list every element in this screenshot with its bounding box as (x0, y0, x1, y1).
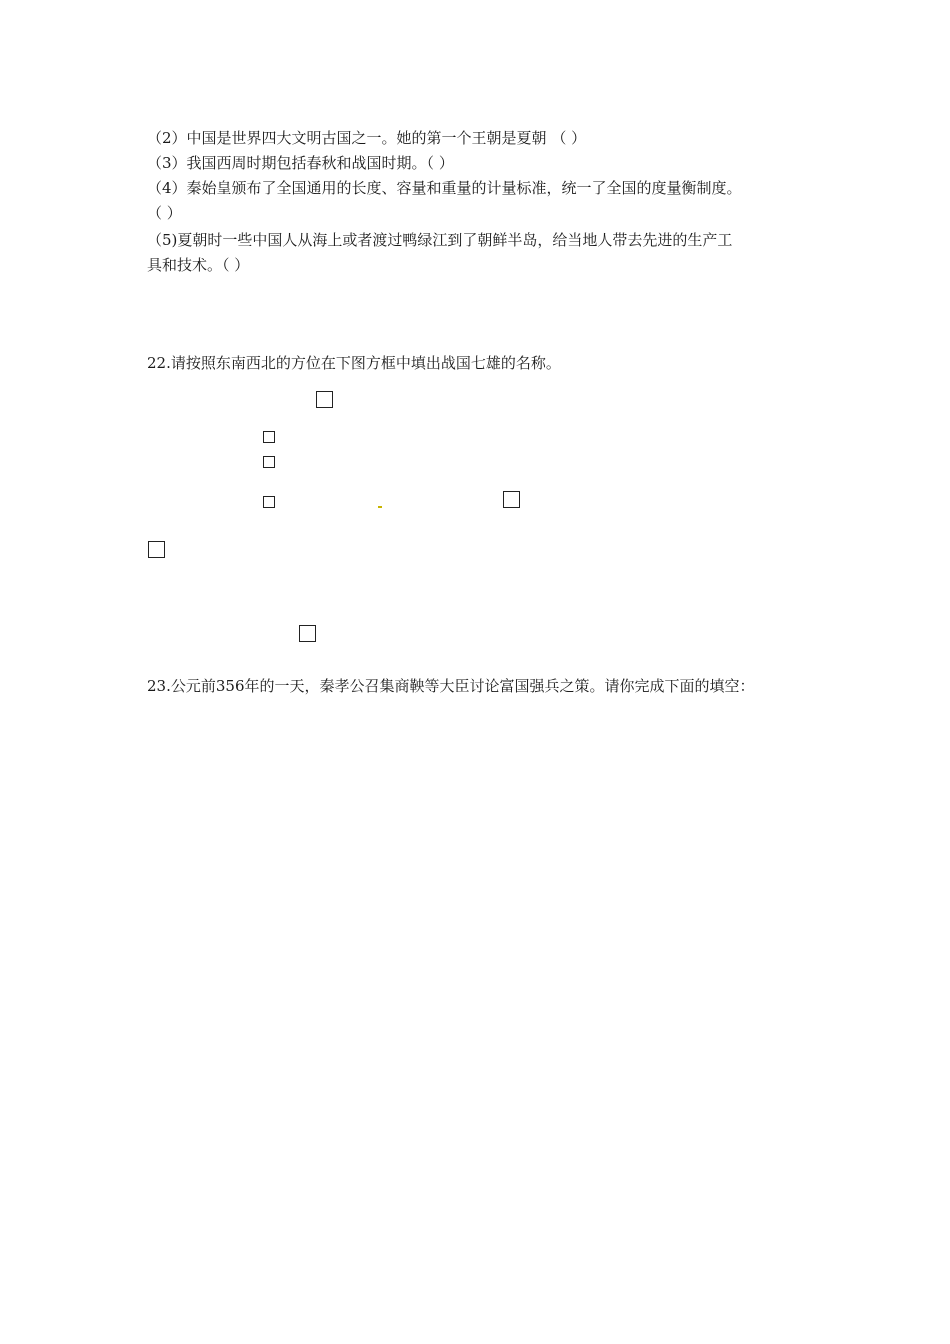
q21-item-5: （5)夏朝时一些中国人从海上或者渡过鸭绿江到了朝鲜半岛，给当地人带去先进的生产工 (147, 231, 733, 249)
question-22: 22.请按照东南西北的方位在下图方框中填出战国七雄的名称。 (147, 354, 561, 372)
map-marker-dot (378, 506, 382, 508)
state-box-3[interactable] (263, 496, 275, 508)
q21-item-3: （3）我国西周时期包括春秋和战国时期。（ ） (147, 154, 454, 172)
state-box-east[interactable] (503, 491, 520, 508)
state-box-west[interactable] (148, 541, 165, 558)
state-box-south[interactable] (299, 625, 316, 642)
q21-item-4: （4）秦始皇颁布了全国通用的长度、容量和重量的计量标准，统一了全国的度量衡制度。 (147, 179, 742, 197)
q21-item-2: （2）中国是世界四大文明古国之一。她的第一个王朝是夏朝 （ ） (147, 129, 587, 147)
state-box-1[interactable] (263, 431, 275, 443)
question-23: 23.公元前356年的一天，秦孝公召集商鞅等大臣讨论富国强兵之策。请你完成下面的填空： (147, 677, 755, 695)
state-box-north[interactable] (316, 391, 333, 408)
state-box-2[interactable] (263, 456, 275, 468)
q21-item-5-cont: 具和技术。（ ） (147, 256, 250, 274)
q21-item-4-answer: （ ） (147, 204, 182, 222)
